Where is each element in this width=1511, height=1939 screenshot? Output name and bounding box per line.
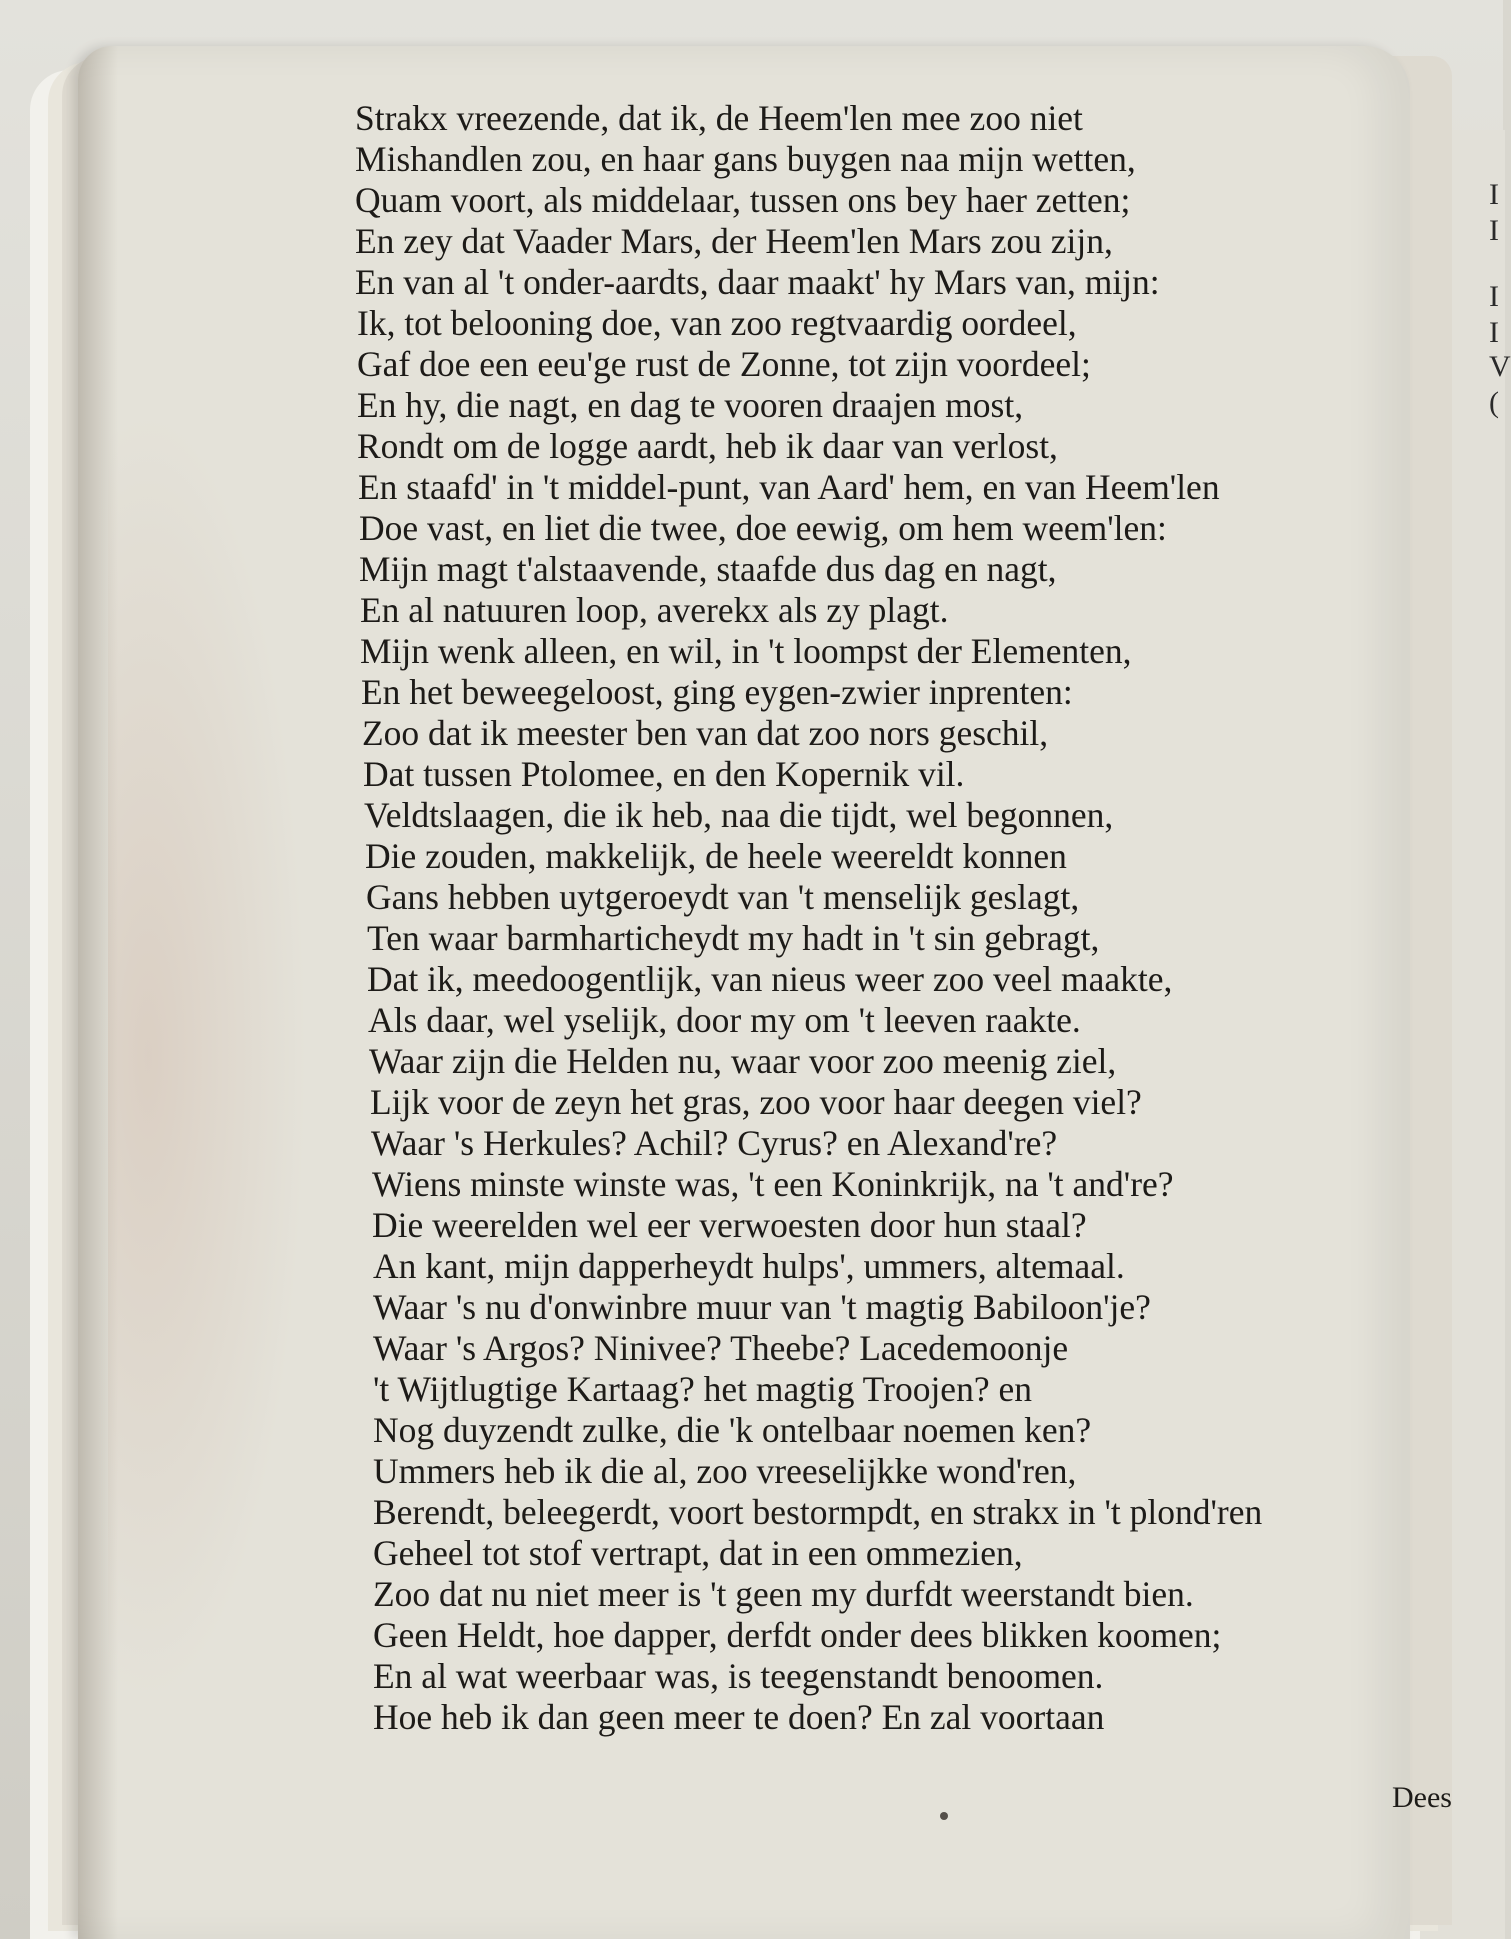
verse-line: Die weerelden wel eer verwoesten door hun staal? [372, 1205, 1087, 1245]
verse-line: En staafd' in 't middel-punt, van Aard' hem, en van Heem'len [358, 467, 1220, 507]
verse-line: Hoe heb ik dan geen meer te doen? En zal voortaan [373, 1697, 1105, 1737]
facing-page-fragment: I [1489, 214, 1499, 247]
verse-line: En zey dat Vaader Mars, der Heem'len Mars zou zijn, [355, 221, 1113, 261]
verse-line: Die zouden, makkelijk, de heele weereldt konnen [365, 836, 1067, 876]
verse-line: En het beweegeloost, ging eygen-zwier inprenten: [361, 672, 1073, 712]
verse-line: An kant, mijn dapperheydt hulps', ummers, altemaal. [373, 1246, 1125, 1286]
verse-line: Waar 's nu d'onwinbre muur van 't magtig Babiloon'je? [373, 1287, 1151, 1327]
verse-line: Dat ik, meedoogentlijk, van nieus weer zoo veel maakte, [367, 959, 1173, 999]
verse-line: Geheel tot stof vertrapt, dat in een ommezien, [373, 1533, 1023, 1573]
catchword: Dees [1392, 1781, 1452, 1814]
facing-page-fragment: ( [1489, 386, 1499, 419]
verse-text [355, 98, 1415, 1738]
verse-line: Nog duyzendt zulke, die 'k ontelbaar noemen ken? [373, 1410, 1092, 1450]
verse-line: Waar zijn die Helden nu, waar voor zoo meenig ziel, [369, 1041, 1117, 1081]
facing-page-fragment: I [1489, 316, 1499, 349]
facing-page-fragment: I [1489, 280, 1499, 313]
verse-line: Als daar, wel yselijk, door my om 't leeven raakte. [368, 1000, 1081, 1040]
verse-line: Lijk voor de zeyn het gras, zoo voor haar deegen viel? [370, 1082, 1142, 1122]
verse-line: Zoo dat ik meester ben van dat zoo nors geschil, [362, 713, 1049, 753]
verse-line: Ummers heb ik die al, zoo vreeselijkke wond'ren, [373, 1451, 1077, 1491]
verse-line: 't Wijtlugtige Kartaag? het magtig Troojen? en [373, 1369, 1032, 1409]
verse-line: Quam voort, als middelaar, tussen ons bey haer zetten; [355, 180, 1131, 220]
verse-line: Waar 's Herkules? Achil? Cyrus? en Alexand're? [371, 1123, 1058, 1163]
facing-page-fragment: V [1489, 350, 1511, 383]
verse-line: Ik, tot belooning doe, van zoo regtvaardig oordeel, [357, 303, 1077, 343]
verse-line: Dat tussen Ptolomee, en den Kopernik vil. [363, 754, 965, 794]
verse-line: En al natuuren loop, averekx als zy plagt. [360, 590, 949, 630]
verse-line: Zoo dat nu niet meer is 't geen my durfdt weerstandt bien. [373, 1574, 1194, 1614]
verse-line: Ten waar barmharticheydt my hadt in 't sin gebragt, [367, 918, 1100, 958]
verse-line: Mijn wenk alleen, en wil, in 't loompst der Elementen, [360, 631, 1132, 671]
verse-line: En hy, die nagt, en dag te vooren draajen most, [357, 385, 1024, 425]
verse-line: Veldtslaagen, die ik heb, naa die tijdt, wel begonnen, [364, 795, 1114, 835]
verse-line: Mijn magt t'alstaavende, staafde dus dag en nagt, [359, 549, 1057, 589]
verse-line: Strakx vreezende, dat ik, de Heem'len mee zoo niet [355, 98, 1083, 138]
ink-dot [940, 1812, 948, 1820]
verse-line: Wiens minste winste was, 't een Koninkrijk, na 't and're? [372, 1164, 1174, 1204]
verse-line: Mishandlen zou, en haar gans buygen naa mijn wetten, [355, 139, 1136, 179]
verse-line: Waar 's Argos? Ninivee? Theebe? Lacedemoonje [373, 1328, 1069, 1368]
verse-line: En al wat weerbaar was, is teegenstandt benoomen. [373, 1656, 1104, 1696]
verse-line: En van al 't onder-aardts, daar maakt' hy Mars van, mijn: [355, 262, 1160, 302]
facing-page-fragment: I [1489, 178, 1499, 211]
verse-line: Gaf doe een eeu'ge rust de Zonne, tot zijn voordeel; [357, 344, 1091, 384]
verse-line: Gans hebben uytgeroeydt van 't menselijk geslagt, [366, 877, 1080, 917]
verse-line: Geen Heldt, hoe dapper, derfdt onder dees blikken koomen; [373, 1615, 1222, 1655]
verse-line: Rondt om de logge aardt, heb ik daar van verlost, [357, 426, 1058, 466]
verse-line: Doe vast, en liet die twee, doe eewig, om hem weem'len: [359, 508, 1167, 548]
paper-stain [108, 406, 308, 1706]
verse-line: Berendt, beleegerdt, voort bestormpdt, en strakx in 't plond'ren [373, 1492, 1263, 1532]
